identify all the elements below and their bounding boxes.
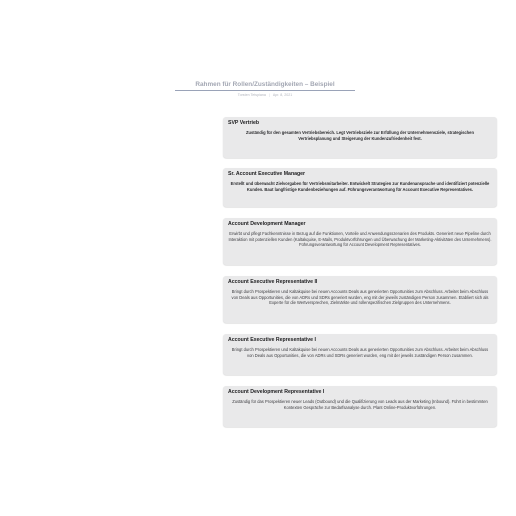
role-card-account-executive-representative-ii xyxy=(223,276,497,323)
role-description: Bringt durch Prospektieren und Kaltakquise bei neuen Accounts Deals aus generierten Opportunities zum Abschluss. Arbeitet beim Abschluss von Deals aus Opportunities, die von ADRs und SDRs generiert wurden, eng mit der jeweils zuständigen Person zusammen. Etabliert sich als Experte für die Wertversprechen, Zielmärkte und rollenspezifischen Zielgruppen des Unternehmens. xyxy=(231,289,489,306)
document-meta xyxy=(175,93,355,97)
role-description: Zuständig für den gesamten Vertriebsbereich. Legt Vertriebsziele zur Erfüllung der Unternehmensziele, strategischen Vertriebsplanung und Steigerung der Kundenzufriedenheit fest. xyxy=(246,130,474,141)
role-title: Account Development Manager xyxy=(228,221,306,227)
role-card-account-executive-representative-i xyxy=(223,334,497,375)
role-card-account-development-manager xyxy=(223,218,497,265)
role-description: Erwirbt und pflegt Fachkenntnisse in Bezug auf die Funktionen, Vorteile und Anwendungsszenarien des Produkts. Generiert neue Pipeline durch Interaktion mit potenziellen Kunden (Kaltakquise, E-Mails, Produktvorführungen und Überwachung der Marketing-Aktivitäten des Unternehmens). Führungsverantwortung für Account Development Representatives. xyxy=(228,231,492,248)
role-description: Bringt durch Prospektieren und Kaltakquise bei neuen Accounts Deals aus generierten Opportunities zum Abschluss. Arbeitet beim Abschluss von Deals aus Opportunities, die von ADRs und SDRs generiert wurden, eng mit der jeweils zuständigen Person zusammen. xyxy=(231,347,489,358)
role-description: Zuständig für das Prospektieren neuer Leads (Outbound) und die Qualifizierung von Leads aus der Marketing (Inbound). Führt in bestimmten Kontexten Gespräche zur Bedarfsanalyse durch. Plant Online-Produktvorführungen. xyxy=(232,399,488,410)
document-author: Torsten Tetspiana xyxy=(237,93,266,97)
document-title: Rahmen für Rollen/Zuständigkeiten – Beispiel xyxy=(175,81,355,91)
role-title: Account Executive Representative II xyxy=(228,279,318,285)
document-date: Apr. 8, 2021 xyxy=(272,93,293,97)
role-title: Sr. Account Executive Manager xyxy=(228,171,306,177)
role-card-account-development-representative-i xyxy=(223,386,497,427)
role-title: Account Development Representative I xyxy=(228,389,325,395)
meta-separator: | xyxy=(268,93,270,97)
role-card-svp-sales xyxy=(223,117,497,158)
role-card-sr-account-executive-manager xyxy=(223,168,497,207)
role-description: Erstellt und überwacht Zielvorgaben für Vertriebsmitarbeiter. Entwickelt Strategien zur Kundenansprache und identifiziert potenzielle Kunden. Baut langfristige Kundenbeziehungen auf. Führungsverantwortung für Account Executive Representatives. xyxy=(230,181,490,192)
role-title: SVP Vertrieb xyxy=(228,120,260,126)
role-title: Account Executive Representative I xyxy=(228,337,316,343)
